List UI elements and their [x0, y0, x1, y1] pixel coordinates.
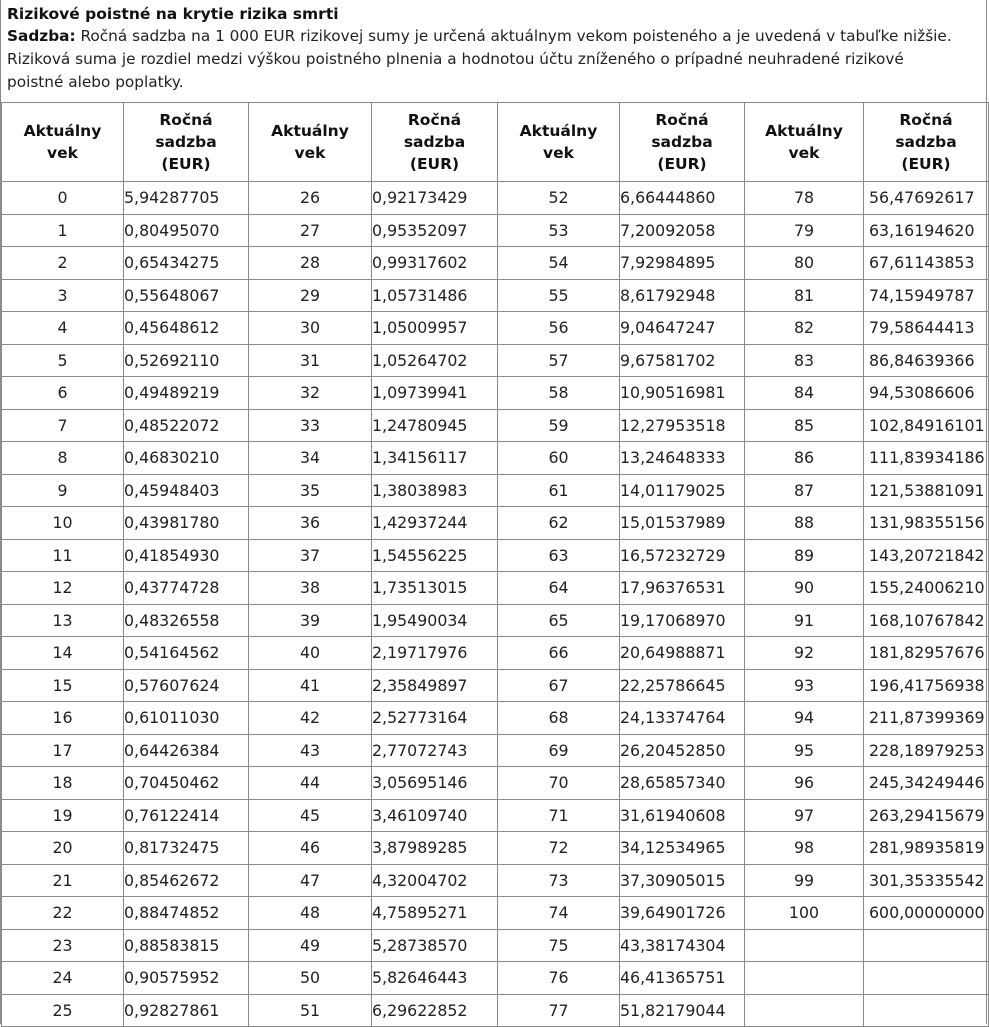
age-cell: 54 — [498, 247, 620, 280]
age-cell: 78 — [745, 182, 864, 215]
rate-cell: 2,52773164 — [372, 702, 498, 735]
age-cell: 73 — [498, 864, 620, 897]
header-age — [498, 103, 620, 182]
description-line-2: Riziková suma je rozdiel medzi výškou poistného plnenia a hodnotou účtu zníženého o prípadné neuhradené rizikové — [7, 50, 904, 68]
header-rate-line: Ročná — [407, 111, 462, 129]
rate-cell: 0,90575952 — [124, 962, 249, 995]
rate-cell: 111,83934186 — [864, 442, 989, 475]
rate-cell: 6,29622852 — [372, 994, 498, 1027]
age-cell: 90 — [745, 572, 864, 605]
table-row — [2, 279, 989, 312]
header-rate-line: (EUR) — [161, 155, 211, 173]
rate-cell: 102,84916101 — [864, 409, 989, 442]
table-row — [2, 247, 989, 280]
rate-cell: 0,76122414 — [124, 799, 249, 832]
rate-cell: 1,05009957 — [372, 312, 498, 345]
rate-cell: 37,30905015 — [620, 864, 745, 897]
rate-cell: 0,52692110 — [124, 344, 249, 377]
age-cell — [745, 929, 864, 962]
age-cell: 6 — [2, 377, 124, 410]
rate-cell: 0,85462672 — [124, 864, 249, 897]
rate-cell: 0,49489219 — [124, 377, 249, 410]
age-cell: 80 — [745, 247, 864, 280]
age-cell: 99 — [745, 864, 864, 897]
rate-cell: 1,24780945 — [372, 409, 498, 442]
table-row — [2, 637, 989, 670]
age-cell: 44 — [249, 767, 372, 800]
age-cell: 2 — [2, 247, 124, 280]
age-cell: 52 — [498, 182, 620, 215]
age-cell: 42 — [249, 702, 372, 735]
rate-cell: 181,82957676 — [864, 637, 989, 670]
age-cell: 84 — [745, 377, 864, 410]
header-age-line: vek — [294, 144, 326, 162]
intro-section — [1, 0, 986, 99]
age-cell: 25 — [2, 994, 124, 1027]
rate-cell: 7,20092058 — [620, 214, 745, 247]
age-cell: 33 — [249, 409, 372, 442]
table-row — [2, 767, 989, 800]
table-row — [2, 442, 989, 475]
age-cell: 31 — [249, 344, 372, 377]
age-cell: 14 — [2, 637, 124, 670]
table-row — [2, 669, 989, 702]
rate-cell: 2,19717976 — [372, 637, 498, 670]
table-row — [2, 864, 989, 897]
table-row — [2, 474, 989, 507]
section-title: Rizikové poistné na krytie rizika smrti — [7, 5, 339, 23]
age-cell: 59 — [498, 409, 620, 442]
header-age — [2, 103, 124, 182]
rate-cell: 9,67581702 — [620, 344, 745, 377]
rate-cell: 121,53881091 — [864, 474, 989, 507]
header-age — [745, 103, 864, 182]
age-cell: 74 — [498, 897, 620, 930]
rate-cell: 0,61011030 — [124, 702, 249, 735]
age-cell: 69 — [498, 734, 620, 767]
table-row — [2, 409, 989, 442]
header-rate-line: sadzba — [155, 133, 217, 151]
rate-cell: 22,25786645 — [620, 669, 745, 702]
table-row — [2, 507, 989, 540]
header-age — [249, 103, 372, 182]
rate-cell: 0,45648612 — [124, 312, 249, 345]
rate-cell: 94,53086606 — [864, 377, 989, 410]
age-cell: 32 — [249, 377, 372, 410]
rate-cell: 0,92173429 — [372, 182, 498, 215]
rate-cell: 0,65434275 — [124, 247, 249, 280]
description-line-1 — [7, 25, 986, 48]
age-cell: 96 — [745, 767, 864, 800]
rate-cell: 196,41756938 — [864, 669, 989, 702]
table-row — [2, 377, 989, 410]
header-age-line: vek — [788, 144, 820, 162]
table-row — [2, 312, 989, 345]
age-cell: 8 — [2, 442, 124, 475]
rate-cell: 1,05731486 — [372, 279, 498, 312]
rate-cell: 0,48522072 — [124, 409, 249, 442]
rate-cell: 2,35849897 — [372, 669, 498, 702]
header-rate — [124, 103, 249, 182]
header-age-line: Aktuálny — [765, 122, 843, 140]
header-age-line: vek — [47, 144, 78, 162]
table-header-row — [2, 103, 989, 182]
age-cell: 27 — [249, 214, 372, 247]
rate-cell: 1,54556225 — [372, 539, 498, 572]
age-cell: 11 — [2, 539, 124, 572]
age-cell: 77 — [498, 994, 620, 1027]
age-cell: 79 — [745, 214, 864, 247]
rate-cell: 6,66444860 — [620, 182, 745, 215]
age-cell: 67 — [498, 669, 620, 702]
age-cell: 68 — [498, 702, 620, 735]
rate-cell: 51,82179044 — [620, 994, 745, 1027]
rate-cell: 0,43774728 — [124, 572, 249, 605]
age-cell: 51 — [249, 994, 372, 1027]
rate-cell: 263,29415679 — [864, 799, 989, 832]
age-cell: 0 — [2, 182, 124, 215]
age-cell: 12 — [2, 572, 124, 605]
rate-cell: 0,88474852 — [124, 897, 249, 930]
age-cell: 93 — [745, 669, 864, 702]
rate-cell: 2,77072743 — [372, 734, 498, 767]
age-cell: 70 — [498, 767, 620, 800]
age-cell: 71 — [498, 799, 620, 832]
description-text-1: Ročná sadzba na 1 000 EUR rizikovej sumy je určená aktuálnym vekom poisteného a je uvedená v tabuľke nižšie. — [80, 27, 952, 45]
age-cell: 29 — [249, 279, 372, 312]
age-cell: 7 — [2, 409, 124, 442]
rate-cell — [864, 929, 989, 962]
age-cell: 72 — [498, 832, 620, 865]
age-cell: 38 — [249, 572, 372, 605]
table-row — [2, 344, 989, 377]
rate-cell: 0,43981780 — [124, 507, 249, 540]
table-row — [2, 572, 989, 605]
age-cell: 19 — [2, 799, 124, 832]
rate-cell: 301,35335542 — [864, 864, 989, 897]
age-cell: 81 — [745, 279, 864, 312]
rate-cell: 1,38038983 — [372, 474, 498, 507]
age-cell: 82 — [745, 312, 864, 345]
header-rate — [372, 103, 498, 182]
age-cell: 36 — [249, 507, 372, 540]
age-cell: 45 — [249, 799, 372, 832]
rate-cell: 0,88583815 — [124, 929, 249, 962]
rate-cell: 31,61940608 — [620, 799, 745, 832]
rate-cell: 34,12534965 — [620, 832, 745, 865]
rate-cell: 13,24648333 — [620, 442, 745, 475]
rate-cell: 15,01537989 — [620, 507, 745, 540]
age-cell: 97 — [745, 799, 864, 832]
age-cell: 50 — [249, 962, 372, 995]
age-cell: 1 — [2, 214, 124, 247]
rate-cell: 0,95352097 — [372, 214, 498, 247]
rate-cell: 10,90516981 — [620, 377, 745, 410]
age-cell: 55 — [498, 279, 620, 312]
rate-cell: 19,17068970 — [620, 604, 745, 637]
age-cell: 47 — [249, 864, 372, 897]
age-cell: 85 — [745, 409, 864, 442]
rate-cell: 26,20452850 — [620, 734, 745, 767]
age-cell: 60 — [498, 442, 620, 475]
table-row — [2, 799, 989, 832]
age-cell: 61 — [498, 474, 620, 507]
age-cell: 89 — [745, 539, 864, 572]
rate-cell: 1,09739941 — [372, 377, 498, 410]
rate-cell: 0,41854930 — [124, 539, 249, 572]
header-rate-line: (EUR) — [657, 155, 707, 173]
rate-cell: 4,32004702 — [372, 864, 498, 897]
age-cell: 28 — [249, 247, 372, 280]
rate-cell: 168,10767842 — [864, 604, 989, 637]
rate-cell: 79,58644413 — [864, 312, 989, 345]
rate-cell: 0,45948403 — [124, 474, 249, 507]
age-cell: 64 — [498, 572, 620, 605]
rate-cell: 0,81732475 — [124, 832, 249, 865]
header-age-line: Aktuálny — [23, 122, 102, 140]
table-row — [2, 604, 989, 637]
rate-cell: 1,34156117 — [372, 442, 498, 475]
age-cell: 95 — [745, 734, 864, 767]
age-cell: 76 — [498, 962, 620, 995]
rate-cell: 3,87989285 — [372, 832, 498, 865]
rate-cell: 5,94287705 — [124, 182, 249, 215]
age-cell: 35 — [249, 474, 372, 507]
age-cell: 53 — [498, 214, 620, 247]
rate-cell: 1,95490034 — [372, 604, 498, 637]
age-cell: 21 — [2, 864, 124, 897]
rate-cell: 39,64901726 — [620, 897, 745, 930]
header-rate-line: Ročná — [655, 111, 709, 129]
rate-cell: 0,54164562 — [124, 637, 249, 670]
age-cell: 37 — [249, 539, 372, 572]
rate-cell: 0,57607624 — [124, 669, 249, 702]
rate-cell: 20,64988871 — [620, 637, 745, 670]
rate-cell: 0,55648067 — [124, 279, 249, 312]
age-cell: 65 — [498, 604, 620, 637]
rate-cell: 28,65857340 — [620, 767, 745, 800]
rate-cell: 228,18979253 — [864, 734, 989, 767]
table-row — [2, 994, 989, 1027]
rate-cell: 3,05695146 — [372, 767, 498, 800]
rate-cell: 0,46830210 — [124, 442, 249, 475]
age-cell: 34 — [249, 442, 372, 475]
table-row — [2, 539, 989, 572]
table-row — [2, 702, 989, 735]
age-cell: 39 — [249, 604, 372, 637]
age-cell: 5 — [2, 344, 124, 377]
age-cell: 3 — [2, 279, 124, 312]
rate-cell: 56,47692617 — [864, 182, 989, 215]
header-rate-line: sadzba — [403, 133, 466, 151]
age-cell: 40 — [249, 637, 372, 670]
rate-cell: 0,64426384 — [124, 734, 249, 767]
age-cell: 24 — [2, 962, 124, 995]
age-cell: 9 — [2, 474, 124, 507]
age-cell: 49 — [249, 929, 372, 962]
age-cell: 17 — [2, 734, 124, 767]
header-rate-line: sadzba — [895, 133, 957, 151]
age-cell: 86 — [745, 442, 864, 475]
age-cell: 58 — [498, 377, 620, 410]
rate-cell: 16,57232729 — [620, 539, 745, 572]
age-cell: 16 — [2, 702, 124, 735]
age-cell: 63 — [498, 539, 620, 572]
rate-cell: 0,48326558 — [124, 604, 249, 637]
table-body — [2, 182, 989, 1027]
header-rate-line: sadzba — [651, 133, 713, 151]
age-cell: 10 — [2, 507, 124, 540]
header-rate — [864, 103, 989, 182]
rate-cell: 245,34249446 — [864, 767, 989, 800]
age-cell: 30 — [249, 312, 372, 345]
header-rate-line: (EUR) — [409, 155, 460, 173]
age-cell: 13 — [2, 604, 124, 637]
age-cell: 88 — [745, 507, 864, 540]
age-cell: 75 — [498, 929, 620, 962]
rate-cell: 9,04647247 — [620, 312, 745, 345]
table-row — [2, 929, 989, 962]
rate-cell: 1,73513015 — [372, 572, 498, 605]
rate-cell: 0,92827861 — [124, 994, 249, 1027]
rate-cell: 211,87399369 — [864, 702, 989, 735]
age-cell — [745, 994, 864, 1027]
rate-cell: 43,38174304 — [620, 929, 745, 962]
rate-cell: 67,61143853 — [864, 247, 989, 280]
rate-cell: 143,20721842 — [864, 539, 989, 572]
age-cell: 83 — [745, 344, 864, 377]
header-age-line: Aktuálny — [519, 122, 598, 140]
rate-cell: 155,24006210 — [864, 572, 989, 605]
header-rate-line: Ročná — [899, 111, 953, 129]
description-line-3: poistné alebo poplatky. — [7, 73, 184, 91]
rate-cell: 14,01179025 — [620, 474, 745, 507]
rate-cell: 1,05264702 — [372, 344, 498, 377]
rate-cell: 3,46109740 — [372, 799, 498, 832]
header-age-line: Aktuálny — [271, 122, 349, 140]
rate-cell: 63,16194620 — [864, 214, 989, 247]
rate-cell: 46,41365751 — [620, 962, 745, 995]
age-cell: 56 — [498, 312, 620, 345]
rate-table — [1, 102, 989, 1027]
age-cell: 66 — [498, 637, 620, 670]
rate-cell: 281,98935819 — [864, 832, 989, 865]
age-cell: 15 — [2, 669, 124, 702]
rate-cell: 7,92984895 — [620, 247, 745, 280]
rate-cell — [864, 994, 989, 1027]
rate-cell: 600,00000000 — [864, 897, 989, 930]
rate-cell: 0,80495070 — [124, 214, 249, 247]
table-row — [2, 182, 989, 215]
description-label: Sadzba: — [7, 27, 76, 45]
age-cell: 4 — [2, 312, 124, 345]
age-cell: 41 — [249, 669, 372, 702]
rate-cell: 12,27953518 — [620, 409, 745, 442]
table-row — [2, 897, 989, 930]
rate-cell: 1,42937244 — [372, 507, 498, 540]
age-cell: 92 — [745, 637, 864, 670]
rate-cell: 0,99317602 — [372, 247, 498, 280]
header-age-line: vek — [543, 144, 574, 162]
table-row — [2, 734, 989, 767]
age-cell: 43 — [249, 734, 372, 767]
rate-cell — [864, 962, 989, 995]
rate-cell: 8,61792948 — [620, 279, 745, 312]
rate-cell: 24,13374764 — [620, 702, 745, 735]
rate-cell: 5,28738570 — [372, 929, 498, 962]
header-rate-line: (EUR) — [901, 155, 951, 173]
rate-cell: 74,15949787 — [864, 279, 989, 312]
age-cell: 26 — [249, 182, 372, 215]
age-cell: 62 — [498, 507, 620, 540]
table-row — [2, 214, 989, 247]
rate-cell: 131,98355156 — [864, 507, 989, 540]
rate-cell: 5,82646443 — [372, 962, 498, 995]
age-cell: 94 — [745, 702, 864, 735]
age-cell: 48 — [249, 897, 372, 930]
rate-cell: 17,96376531 — [620, 572, 745, 605]
age-cell: 20 — [2, 832, 124, 865]
age-cell: 91 — [745, 604, 864, 637]
age-cell: 100 — [745, 897, 864, 930]
age-cell — [745, 962, 864, 995]
age-cell: 46 — [249, 832, 372, 865]
header-rate — [620, 103, 745, 182]
table-row — [2, 832, 989, 865]
age-cell: 87 — [745, 474, 864, 507]
rate-cell: 4,75895271 — [372, 897, 498, 930]
rate-cell: 86,84639366 — [864, 344, 989, 377]
age-cell: 22 — [2, 897, 124, 930]
age-cell: 18 — [2, 767, 124, 800]
table-row — [2, 962, 989, 995]
rate-cell: 0,70450462 — [124, 767, 249, 800]
age-cell: 23 — [2, 929, 124, 962]
age-cell: 98 — [745, 832, 864, 865]
age-cell: 57 — [498, 344, 620, 377]
header-rate-line: Ročná — [159, 111, 213, 129]
